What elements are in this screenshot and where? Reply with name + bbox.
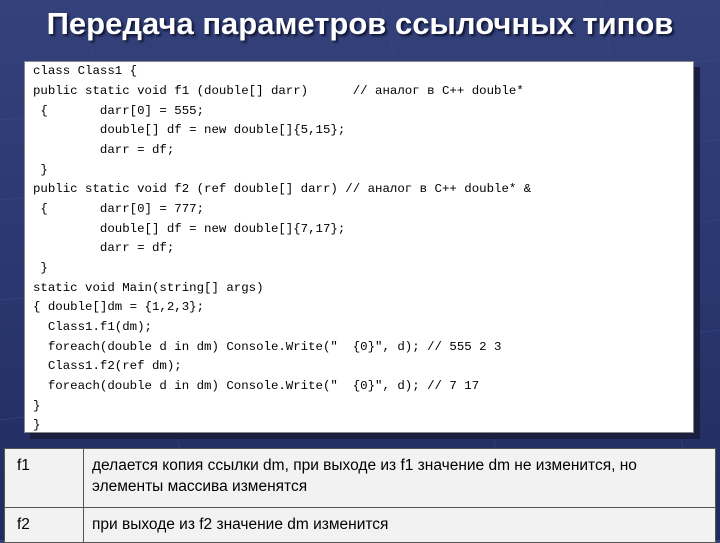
code-line: Class1.f2(ref dm);: [33, 359, 182, 373]
note-text: делается копия ссылки dm, при выходе из f1 значение dm не изменится, но элементы массива изменятся: [84, 449, 716, 508]
code-line: { double[]dm = {1,2,3};: [33, 300, 205, 314]
table-row: [5, 449, 716, 508]
note-text: при выходе из f2 значение dm изменится: [84, 508, 716, 543]
code-line: darr = df;: [33, 241, 175, 255]
code-line: }: [33, 163, 48, 177]
code-line: Class1.f1(dm);: [33, 320, 152, 334]
code-line: public static void f2 (ref double[] darr) // аналог в C++ double* &: [33, 182, 532, 196]
code-line: foreach(double d in dm) Console.Write(" {0}", d); // 555 2 3: [33, 340, 502, 354]
code-block: [24, 61, 694, 433]
code-line: }: [33, 261, 48, 275]
table-row: [5, 508, 716, 543]
slide-title: Передача параметров ссылочных типов: [46, 6, 674, 41]
code-line: darr = df;: [33, 143, 175, 157]
code-line: double[] df = new double[]{7,17};: [33, 222, 346, 236]
code-line: foreach(double d in dm) Console.Write(" {0}", d); // 7 17: [33, 379, 480, 393]
note-key: f2: [5, 508, 84, 543]
code-line: class Class1 {: [33, 64, 138, 78]
code-line: { darr[0] = 555;: [33, 104, 205, 118]
code-line: public static void f1 (double[] darr) // аналог в C++ double*: [33, 84, 524, 98]
code-line: double[] df = new double[]{5,15};: [33, 123, 346, 137]
code-line: }: [33, 418, 41, 432]
code-line: }: [33, 399, 41, 413]
note-key: f1: [5, 449, 84, 508]
code-line: static void Main(string[] args): [33, 281, 264, 295]
code-line: { darr[0] = 777;: [33, 202, 205, 216]
notes-table: [4, 448, 716, 543]
